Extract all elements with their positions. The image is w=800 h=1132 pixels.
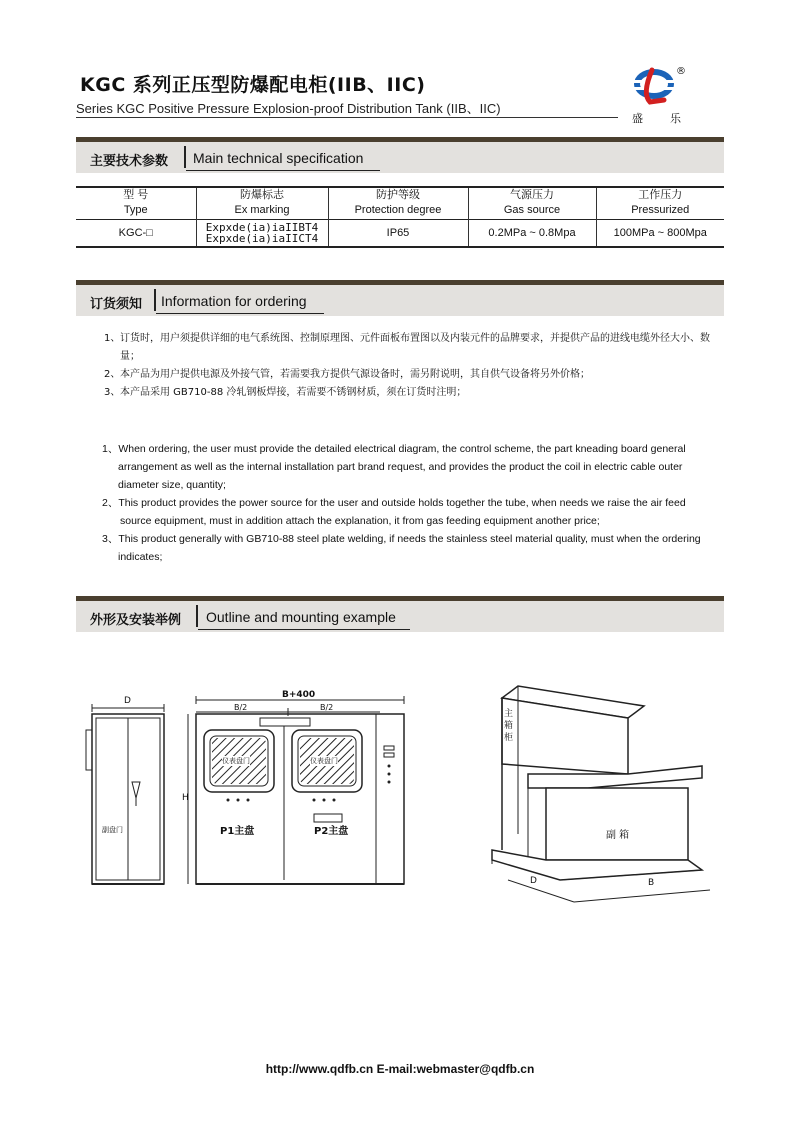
iso-dim-b: B bbox=[648, 878, 655, 888]
page-title: KGC 系列正压型防爆配电柜(IIB、IIC) bbox=[80, 74, 426, 96]
section-title-cn: 外形及安装举例 bbox=[90, 613, 182, 628]
page-subtitle: Series KGC Positive Pressure Explosion-proof Distribution Tank (IIB、IIC) bbox=[76, 101, 501, 116]
col-type: 型 号 Type bbox=[76, 187, 196, 219]
list-item: 2、This product provides the power source for the user and outside holds together the tube, when needs we raise the air feed source equipment, must in addition attach the explanation, it from gas feeding equipment another price; bbox=[102, 497, 686, 527]
spec-table bbox=[76, 186, 724, 248]
panel-label-1: P1主盘 bbox=[220, 826, 255, 837]
cell-ex-marking: Expxde(ia)iaIIBT4 Expxde(ia)iaIICT4 bbox=[196, 219, 328, 247]
panel-label-2: P2主盘 bbox=[314, 826, 349, 837]
table-row bbox=[76, 219, 724, 247]
col-protection: 防护等级 Protection degree bbox=[328, 187, 468, 219]
section-header-spec bbox=[76, 137, 724, 173]
cell-gas: 0.2MPa ~ 0.8Mpa bbox=[468, 219, 596, 247]
window-label-1: 仪表盘门 bbox=[222, 757, 250, 765]
registered-mark: ® bbox=[676, 66, 686, 77]
section-divider bbox=[184, 146, 186, 168]
list-item: 3、 本产品采用 GB710-88 冷轧钢板焊接，若需要不锈钢材质，须在订货时注明； bbox=[104, 387, 467, 398]
iso-dim-d: D bbox=[530, 876, 537, 886]
section-divider bbox=[196, 605, 198, 627]
front-view-drawing bbox=[180, 690, 412, 890]
section-header-outline bbox=[76, 596, 724, 632]
section-title-cn: 订货须知 bbox=[90, 297, 143, 312]
section-underline bbox=[198, 629, 410, 630]
front-dim-half-2: B/2 bbox=[320, 703, 334, 712]
front-dim-h: H bbox=[182, 793, 189, 803]
section-title-cn: 主要技术参数 bbox=[90, 154, 169, 169]
front-dim-half-1: B/2 bbox=[234, 703, 248, 712]
iso-sub-label: 副 箱 bbox=[606, 830, 630, 841]
front-dim-total: B+400 bbox=[282, 690, 316, 700]
footer-contact: http://www.qdfb.cn E-mail:webmaster@qdfb.cn bbox=[265, 1062, 535, 1076]
cell-pressure: 100MPa ~ 800Mpa bbox=[613, 226, 707, 239]
list-item: 2、 本产品为用户提供电源及外接气管，若需要我方提供气源设备时，需另附说明，其自供气设备将另外价格； bbox=[104, 369, 590, 380]
cell-type: KGC-□ bbox=[76, 219, 196, 247]
ordering-list-en bbox=[102, 440, 724, 566]
window-label-2: 仪表盘门 bbox=[310, 757, 338, 765]
logo-text-2: 乐 bbox=[670, 112, 681, 125]
iso-main-label: 主箱柜 bbox=[504, 709, 514, 743]
col-pressure: 工作压力 Pressurized bbox=[631, 189, 690, 217]
isometric-drawing bbox=[488, 684, 718, 914]
col-ex-marking: 防爆标志 Ex marking bbox=[196, 187, 328, 219]
section-title-en: Outline and mounting example bbox=[206, 609, 396, 625]
side-dim-d: D bbox=[124, 696, 131, 706]
section-divider bbox=[154, 289, 156, 311]
table-header-row bbox=[76, 187, 724, 219]
section-underline bbox=[156, 313, 324, 314]
ordering-list-cn bbox=[104, 330, 724, 402]
logo-text-1: 盛 bbox=[632, 112, 643, 125]
list-item: 1、 订货时，用户须提供详细的电气系统图、控制原理图、元件面板布置图以及内装元件的品牌要求，并提供产品的进线电缆外径大小、数量； bbox=[104, 333, 710, 362]
col-gas: 气源压力 Gas source bbox=[468, 187, 596, 219]
section-header-ordering bbox=[76, 280, 724, 316]
list-item: 1、When ordering, the user must provide the detailed electrical diagram, the control scheme, the part kneading board general arrangement as well as the internal installation part brand request, and provides the product the coil in electric cable outer diameter size, quantity; bbox=[102, 443, 686, 491]
list-item: 3、This product generally with GB710-88 steel plate welding, if needs the stainless steel material quality, must when the ordering indicates; bbox=[102, 533, 701, 563]
title-rule bbox=[76, 117, 618, 118]
cell-protection: IP65 bbox=[328, 219, 468, 247]
section-underline bbox=[186, 170, 380, 171]
section-title-en: Main technical specification bbox=[193, 150, 364, 166]
side-view-drawing bbox=[82, 690, 172, 890]
side-door-label: 副盘门 bbox=[102, 826, 123, 834]
section-title-en: Information for ordering bbox=[161, 293, 307, 309]
